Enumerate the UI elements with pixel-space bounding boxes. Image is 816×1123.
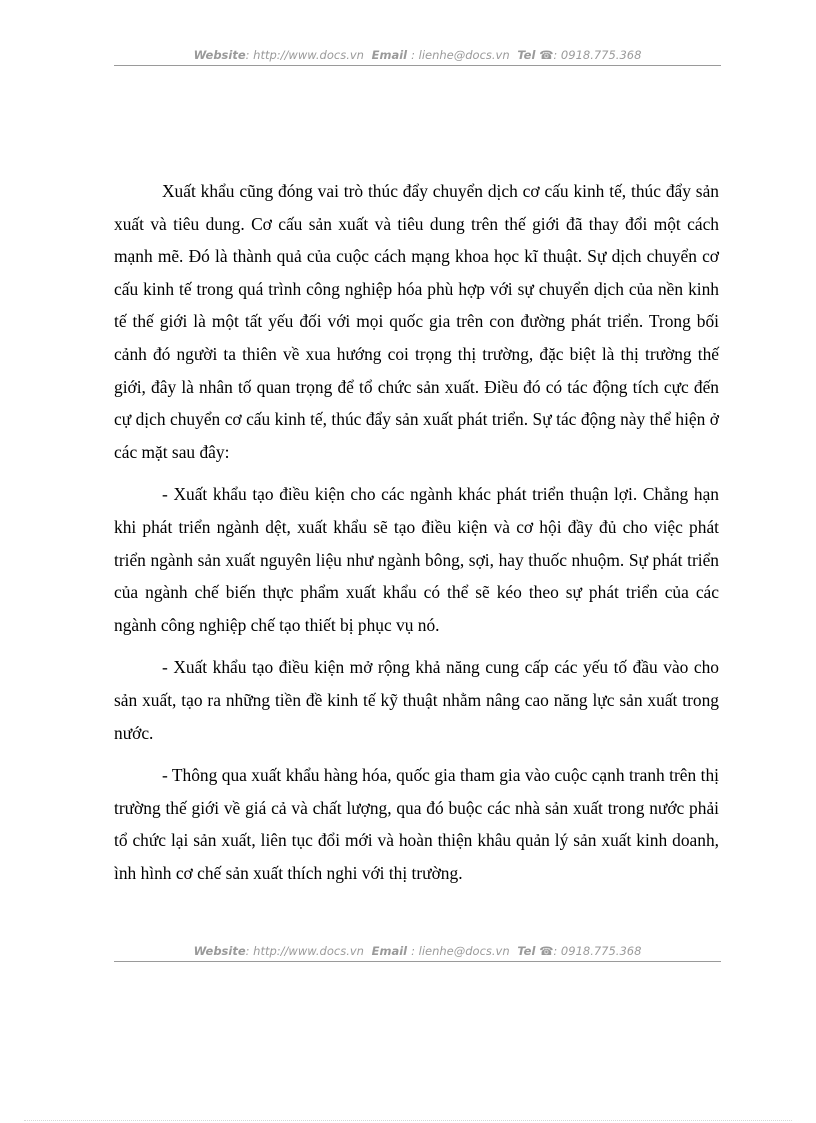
footer-tel-value: : 0918.775.368 <box>553 944 642 958</box>
page-header <box>114 48 721 66</box>
header-email-label: Email <box>371 48 408 62</box>
header-tel-label: Tel <box>517 48 536 62</box>
header-website-label: Website <box>193 48 246 62</box>
paragraph: - Xuất khẩu tạo điều kiện mở rộng khả năng cung cấp các yếu tố đầu vào cho sản xuất, tạo ra những tiền đề kinh tế kỹ thuật nhằm nâng cao năng lực sản xuất trong nước. <box>114 657 719 743</box>
footer-tel-label: Tel <box>517 944 536 958</box>
footer-website-value: : http://www.docs.vn <box>245 944 364 958</box>
page-footer <box>114 944 721 962</box>
footer-email-value: : lienhe@docs.vn <box>411 944 510 958</box>
footer-website-label: Website <box>193 944 246 958</box>
paragraph: - Xuất khẩu tạo điều kiện cho các ngành khác phát triển thuận lợi. Chẳng hạn khi phát triển ngành dệt, xuất khẩu sẽ tạo điều kiện và cơ hội đầy đủ cho việc phát triển ngành sản xuất nguyên liệu như ngành bông, sợi, hay thuốc nhuộm. Sự phát triển của ngành chế biến thực phẩm xuất khẩu có thể sẽ kéo theo sự phát triển của các ngành công nghiệp chế tạo thiết bị phục vụ nó. <box>114 484 719 635</box>
document-body <box>114 175 719 899</box>
header-tel-value: : 0918.775.368 <box>553 48 642 62</box>
header-website-value: : http://www.docs.vn <box>245 48 364 62</box>
header-email-value: : lienhe@docs.vn <box>411 48 510 62</box>
phone-icon: ☎ <box>539 944 554 958</box>
paragraph: Xuất khẩu cũng đóng vai trò thúc đẩy chuyển dịch cơ cấu kinh tế, thúc đẩy sản xuất và tiêu dung. Cơ cấu sản xuất và tiêu dung trên thế giới đã thay đổi một cách mạnh mẽ. Đó là thành quả của cuộc cách mạng khoa học kĩ thuật. Sự dịch chuyển cơ cấu kinh tế trong quá trình công nghiệp hóa phù hợp với sự chuyển dịch của nền kinh tế thế giới là một tất yếu đối với mọi quốc gia trên con đường phát triển. Trong bối cảnh đó người ta thiên về xua hướng coi trọng thị trường, đặc biệt là thị trường thế giới, đây là nhân tố quan trọng để tổ chức sản xuất. Điều đó có tác động tích cực đến cự dịch chuyển cơ cấu kinh tế, thúc đẩy sản xuất phát triển. Sự tác động này thể hiện ở các mặt sau đây: <box>114 181 719 462</box>
page-edge-divider <box>24 1120 792 1121</box>
paragraph: - Thông qua xuất khẩu hàng hóa, quốc gia tham gia vào cuộc cạnh tranh trên thị trường thế giới về giá cả và chất lượng, qua đó buộc các nhà sản xuất trong nước phải tổ chức lại sản xuất, liên tục đổi mới và hoàn thiện khâu quản lý sản xuất kinh doanh, ình hình cơ chế sản xuất thích nghi với thị trường. <box>114 765 719 883</box>
footer-email-label: Email <box>371 944 408 958</box>
phone-icon: ☎ <box>539 48 554 62</box>
